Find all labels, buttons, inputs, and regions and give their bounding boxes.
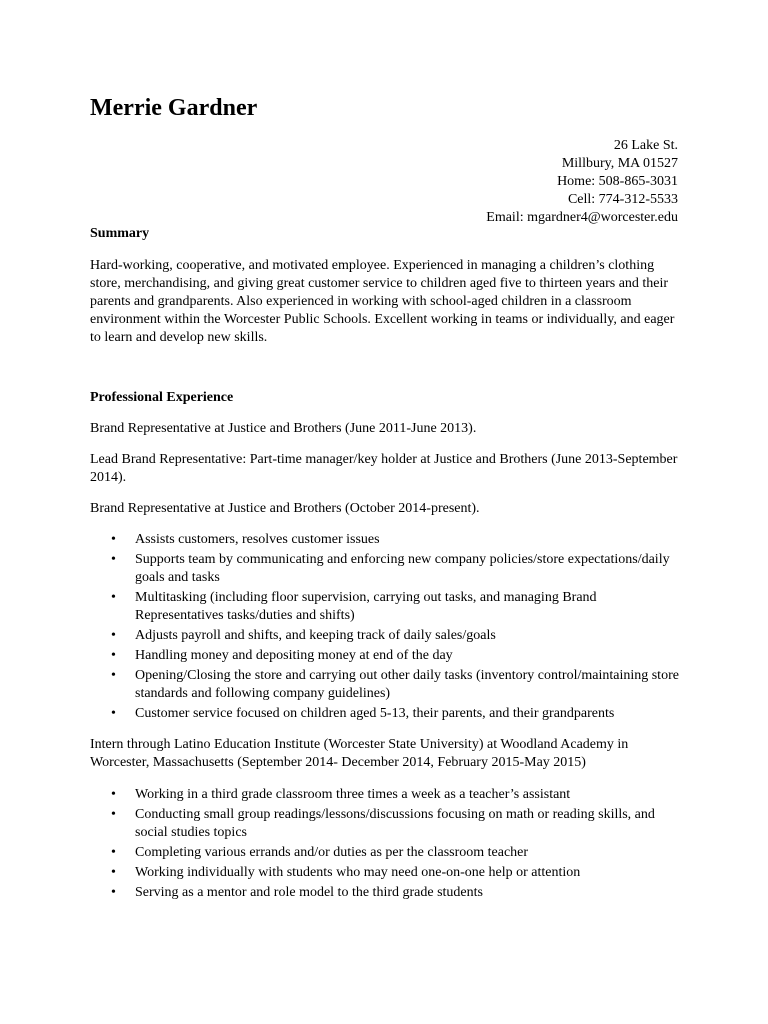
experience-heading: Professional Experience: [90, 390, 234, 405]
applicant-name: Merrie Gardner: [90, 95, 258, 121]
list-item: • Serving as a mentor and role model to the third grade students: [135, 884, 680, 902]
job-3-duties-list: [90, 531, 680, 723]
home-phone: Home: 508-865-3031: [557, 174, 678, 189]
email-address: Email: mgardner4@worcester.edu: [486, 210, 678, 225]
internship-entry: Intern through Latino Education Institute (Worcester State University) at Woodland Academy in Worcester, Massachusetts (September 2014- December 2014, February 2015-May 2015): [90, 737, 629, 770]
street-address: 26 Lake St.: [613, 138, 678, 153]
list-item: • Opening/Closing the store and carrying out other daily tasks (inventory control/maintaining store standards and following company guidelines): [135, 667, 680, 703]
list-item: • Assists customers, resolves customer issues: [135, 531, 680, 549]
job-entry-2: Lead Brand Representative: Part-time manager/key holder at Justice and Brothers (June 2013-September 2014).: [90, 452, 678, 485]
list-item: • Working in a third grade classroom three times a week as a teacher’s assistant: [135, 786, 680, 804]
city-state-zip: Millbury, MA 01527: [561, 156, 678, 171]
cell-phone: Cell: 774-312-5533: [567, 192, 678, 207]
list-item: • Customer service focused on children aged 5-13, their parents, and their grandparents: [135, 705, 680, 723]
contact-block: [486, 137, 678, 227]
list-item: • Handling money and depositing money at end of the day: [135, 647, 680, 665]
resume-body: [90, 225, 680, 915]
job-entry-1: Brand Representative at Justice and Brothers (June 2011-June 2013).: [90, 421, 477, 436]
list-item: • Conducting small group readings/lessons/discussions focusing on math or reading skills, and social studies topics: [135, 806, 680, 842]
list-item: • Adjusts payroll and shifts, and keeping track of daily sales/goals: [135, 627, 680, 645]
internship-duties-list: [90, 786, 680, 902]
summary-heading: Summary: [90, 226, 150, 241]
list-item: • Working individually with students who may need one-on-one help or attention: [135, 864, 680, 882]
list-item: • Multitasking (including floor supervision, carrying out tasks, and managing Brand Representatives tasks/duties and shifts): [135, 589, 680, 625]
list-item: • Supports team by communicating and enforcing new company policies/store expectations/daily goals and tasks: [135, 551, 680, 587]
list-item: • Completing various errands and/or duties as per the classroom teacher: [135, 844, 680, 862]
job-entry-3: Brand Representative at Justice and Brothers (October 2014-present).: [90, 501, 480, 516]
summary-text: Hard-working, cooperative, and motivated employee. Experienced in managing a children’s clothing store, merchandising, and giving great customer service to children aged five to thirteen years and their parents and grandparents. Also experienced in working with school-aged children in a classroom environment within the Worcester Public Schools. Excellent working in teams or individually, and eager to learn and develop new skills.: [90, 258, 675, 345]
